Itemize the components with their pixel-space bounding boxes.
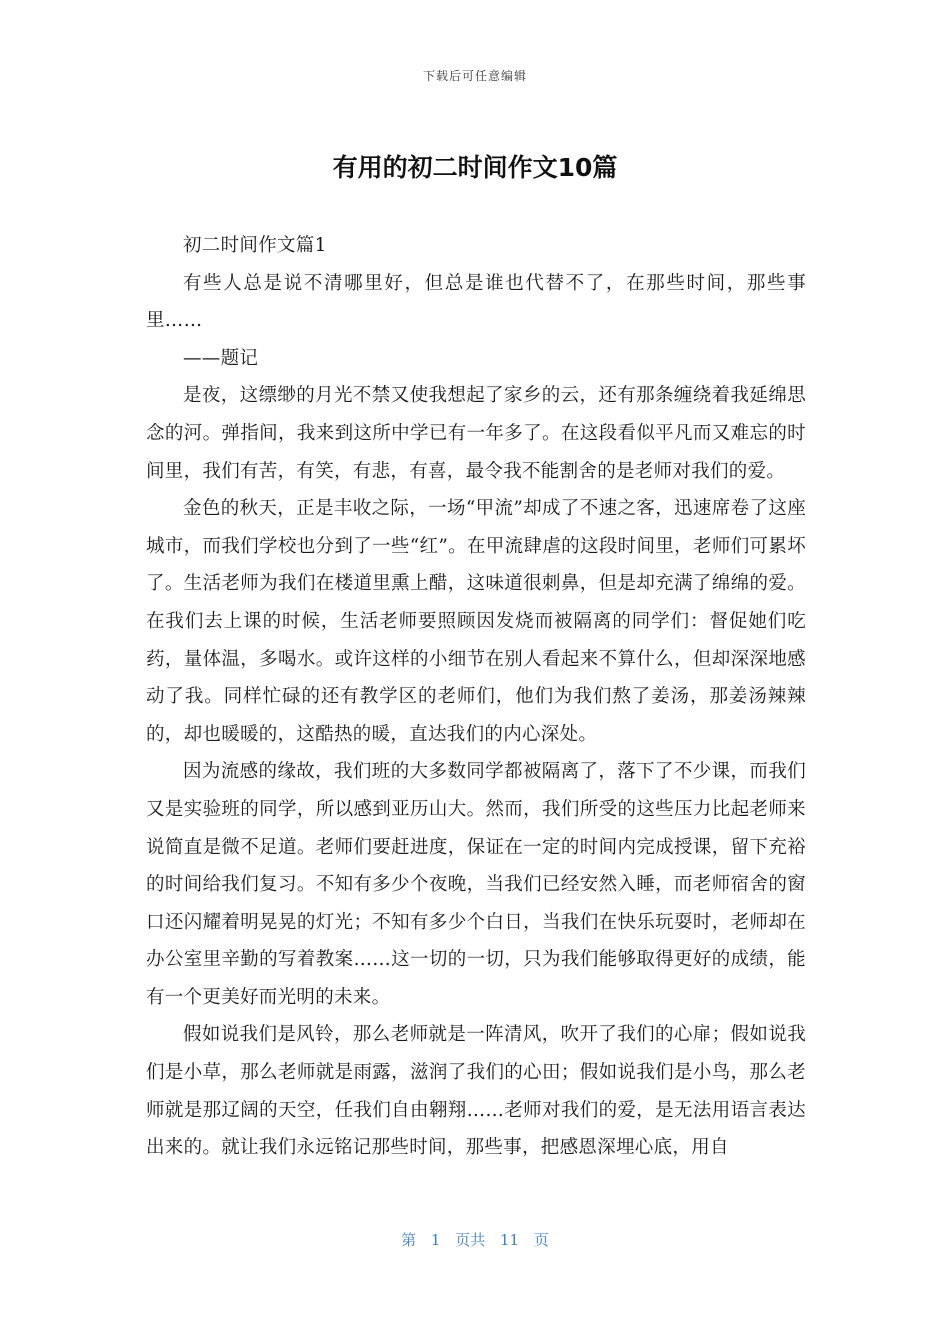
page-label-middle: 页共	[455, 1231, 486, 1249]
body-paragraph: 因为流感的缘故，我们班的大多数同学都被隔离了，落下了不少课，而我们又是实验班的同学，所以感到亚历山大。然而，我们所受的这些压力比起老师来说简直是微不足道。老师们要赶进度，保证在一定的时间内完成授课，留下充裕的时间给我们复习。不知有多少个夜晚，当我们已经安然入睡，而老师宿舍的窗口还闪耀着明晃晃的灯光；不知有多少个白日，当我们在快乐玩耍时，老师却在办公室里辛勤的写着教案……这一切的一切，只为我们能够取得更好的成绩，能有一个更美好而光明的未来。	[146, 761, 806, 1008]
document-body	[146, 227, 806, 1167]
epigraph-text: 有些人总是说不清哪里好，但总是谁也代替不了，在那些时间，那些事里……	[146, 272, 806, 332]
page-footer	[0, 1229, 950, 1250]
body-paragraph: 假如说我们是风铃，那么老师就是一阵清风，吹开了我们的心扉；假如说我们是小草，那么老师就是雨露，滋润了我们的心田；假如说我们是小鸟，那么老师就是那辽阔的天空，任我们自由翱翔……老师对我们的爱，是无法用语言表达出来的。就让我们永远铭记那些时间，那些事，把感恩深埋心底，用自	[146, 1024, 806, 1159]
page-label-prefix: 第	[401, 1231, 417, 1249]
total-pages-number: 11	[500, 1231, 520, 1249]
page-label-suffix: 页	[533, 1231, 549, 1249]
body-paragraph: 是夜，这缥缈的月光不禁又使我想起了家乡的云，还有那条缠绕着我延绵思念的河。弹指间，我来到这所中学已有一年多了。在这段看似平凡而又难忘的时间里，我们有苦，有笑，有悲，有喜，最令我不能割舍的是老师对我们的爱。	[146, 385, 806, 482]
document-title: 有用的初二时间作文10篇	[332, 153, 618, 182]
header-note: 下载后可任意编辑	[422, 69, 527, 83]
current-page-number: 1	[430, 1231, 441, 1249]
section-heading: 初二时间作文篇1	[183, 235, 327, 256]
epigraph-attribution: ——题记	[183, 347, 259, 369]
body-paragraph: 金色的秋天，正是丰收之际，一场“甲流”却成了不速之客，迅速席卷了这座城市，而我们学校也分到了一些“红”。在甲流肆虐的这段时间里，老师们可累坏了。生活老师为我们在楼道里熏上醋，这味道很刺鼻，但是却充满了绵绵的爱。在我们去上课的时候，生活老师要照顾因发烧而被隔离的同学们：督促她们吃药，量体温，多喝水。或许这样的小细节在别人看起来不算什么，但却深深地感动了我。同样忙碌的还有教学区的老师们，他们为我们熬了姜汤，那姜汤辣辣的，却也暖暖的，这酷热的暖，直达我们的内心深处。	[146, 498, 806, 745]
